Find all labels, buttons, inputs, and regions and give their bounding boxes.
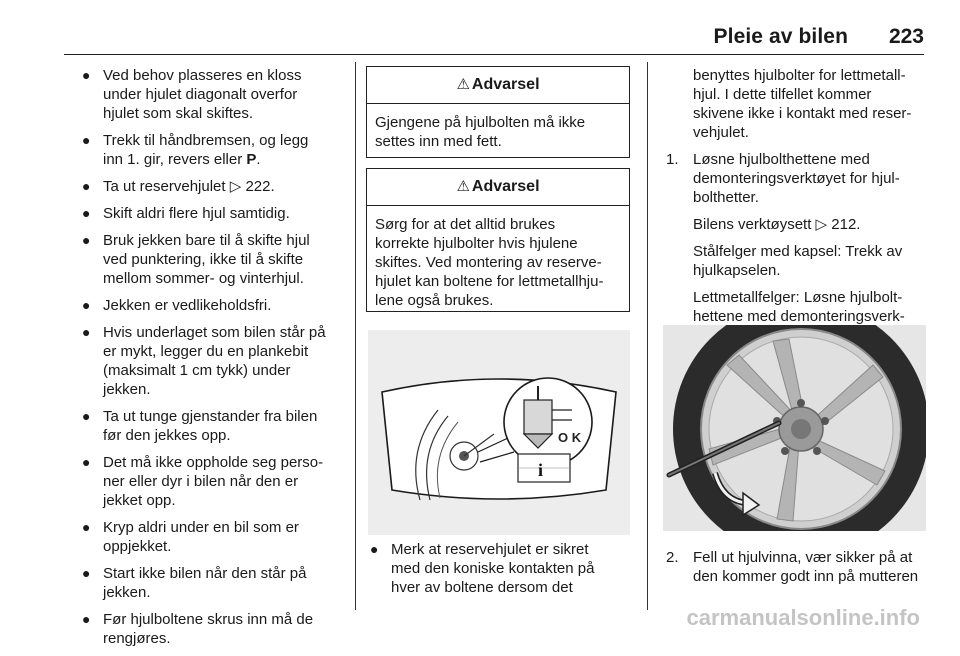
warning-heading: ⚠ Advarsel bbox=[367, 67, 629, 104]
page-ref-link[interactable]: 222. bbox=[245, 178, 275, 195]
warning-text: Gjengene på hjulbolten må ikke settes inn med fett. bbox=[375, 114, 586, 150]
step-number: 2. bbox=[666, 549, 679, 566]
header-rule bbox=[64, 54, 924, 55]
warning-box bbox=[366, 168, 630, 312]
column-divider-right bbox=[647, 62, 648, 610]
tools-paragraph: Bilens verktøysett ▷ 212. bbox=[693, 216, 861, 233]
wheel-tool-illustration bbox=[663, 325, 926, 531]
list-item: ● Før hjulboltene skrus inn må de rengjøres. bbox=[82, 611, 314, 647]
list-item: ● Start ikke bilen når den står på jekken. bbox=[82, 565, 307, 601]
bullet-icon: ● bbox=[82, 324, 91, 340]
middle-bottom-list bbox=[366, 540, 631, 605]
right-column bbox=[664, 66, 926, 353]
bullet-icon: ● bbox=[82, 565, 91, 581]
ok-label: O K bbox=[558, 430, 582, 445]
step-number: 1. bbox=[666, 151, 679, 168]
list-item: ● Merk at reservehjulet er sikret med den koniske kontakten på hver av boltene dersom det bbox=[370, 541, 595, 596]
bullet-icon: ● bbox=[82, 232, 91, 248]
left-column bbox=[78, 66, 346, 656]
bullet-icon: ● bbox=[82, 454, 91, 470]
page-ref-arrow-icon: ▷ bbox=[229, 178, 242, 195]
warning-heading: ⚠ Advarsel bbox=[367, 169, 629, 206]
bullet-icon: ● bbox=[82, 178, 91, 194]
warning-box bbox=[366, 66, 630, 158]
list-item: ● Ta ut reservehjulet ▷ 222. bbox=[82, 178, 275, 195]
list-item: ● Bruk jekken bare til å skifte hjul ved punktering, ikke til å skifte mellom sommer- og vinterhjul. bbox=[82, 232, 310, 287]
list-item: ● Trekk til håndbremsen, og legg inn 1. gir, revers eller P. bbox=[82, 132, 309, 168]
right-column-bottom bbox=[664, 548, 926, 586]
step-2: 2. Fell ut hjulvinna, vær sikker på at den kommer godt inn på mutteren bbox=[666, 549, 919, 585]
continued-paragraph: benyttes hjulbolter for lettmetall- hjul. I dette tilfellet kommer skivene ikke i kontakt med reser- vehjulet. bbox=[693, 67, 912, 141]
bullet-icon: ● bbox=[82, 132, 91, 148]
bullet-icon: ● bbox=[82, 408, 91, 424]
page-header bbox=[0, 0, 960, 56]
wheel-drawing bbox=[663, 325, 926, 531]
bullet-icon: ● bbox=[82, 67, 91, 83]
list-item: ● Skift aldri flere hjul samtidig. bbox=[82, 205, 290, 222]
column-divider-left bbox=[355, 62, 356, 610]
bullet-icon: ● bbox=[82, 519, 91, 535]
page-ref-link[interactable]: 212. bbox=[831, 216, 861, 233]
steel-rims-paragraph: Stålfelger med kapsel: Trekk av hjulkapselen. bbox=[693, 243, 903, 279]
bullet-icon: ● bbox=[82, 205, 91, 221]
info-icon: i bbox=[538, 460, 544, 480]
page-ref-arrow-icon: ▷ bbox=[815, 216, 828, 233]
bullet-icon: ● bbox=[82, 297, 91, 313]
list-item: ● Jekken er vedlikeholdsfri. bbox=[82, 297, 272, 314]
watermark: carmanualsonline.info bbox=[686, 605, 920, 630]
warning-triangle-icon: ⚠ bbox=[456, 76, 470, 93]
bolt-detail-drawing bbox=[368, 330, 630, 535]
list-item: ● Ved behov plasseres en kloss under hjulet diagonalt overfor hjulet som skal skiftes. bbox=[82, 67, 302, 122]
list-item: ● Det må ikke oppholde seg perso- ner eller dyr i bilen når den er jekket opp. bbox=[82, 454, 324, 509]
section-title: Pleie av bilen bbox=[713, 25, 848, 48]
list-item: ● Kryp aldri under en bil som er oppjekket. bbox=[82, 519, 299, 555]
bolt-detail-illustration bbox=[368, 330, 630, 535]
bullet-icon: ● bbox=[370, 541, 379, 557]
list-item: ● Hvis underlaget som bilen står på er mykt, legger du en plankebit (maksimalt 1 cm tykk) under jekken. bbox=[82, 324, 326, 398]
step-1: 1. Løsne hjulbolthettene med demonteringsverktøyet for hjul- bolthetter. bbox=[666, 151, 900, 206]
list-item: ● Ta ut tunge gjenstander fra bilen før den jekkes opp. bbox=[82, 408, 318, 444]
bullet-icon: ● bbox=[82, 611, 91, 627]
warning-triangle-icon: ⚠ bbox=[456, 178, 470, 195]
warning-text: Sørg for at det alltid brukes korrekte hjulbolter hvis hjulene skiftes. Ved montering av reserve- hjulet kan boltene for lettmetallhju- lene også brukes. bbox=[375, 216, 604, 309]
page-number: 223 bbox=[888, 25, 924, 48]
alloy-rims-paragraph: Lettmetallfelger: Løsne hjulbolt- hettene med demonteringsverk- bbox=[693, 289, 905, 325]
